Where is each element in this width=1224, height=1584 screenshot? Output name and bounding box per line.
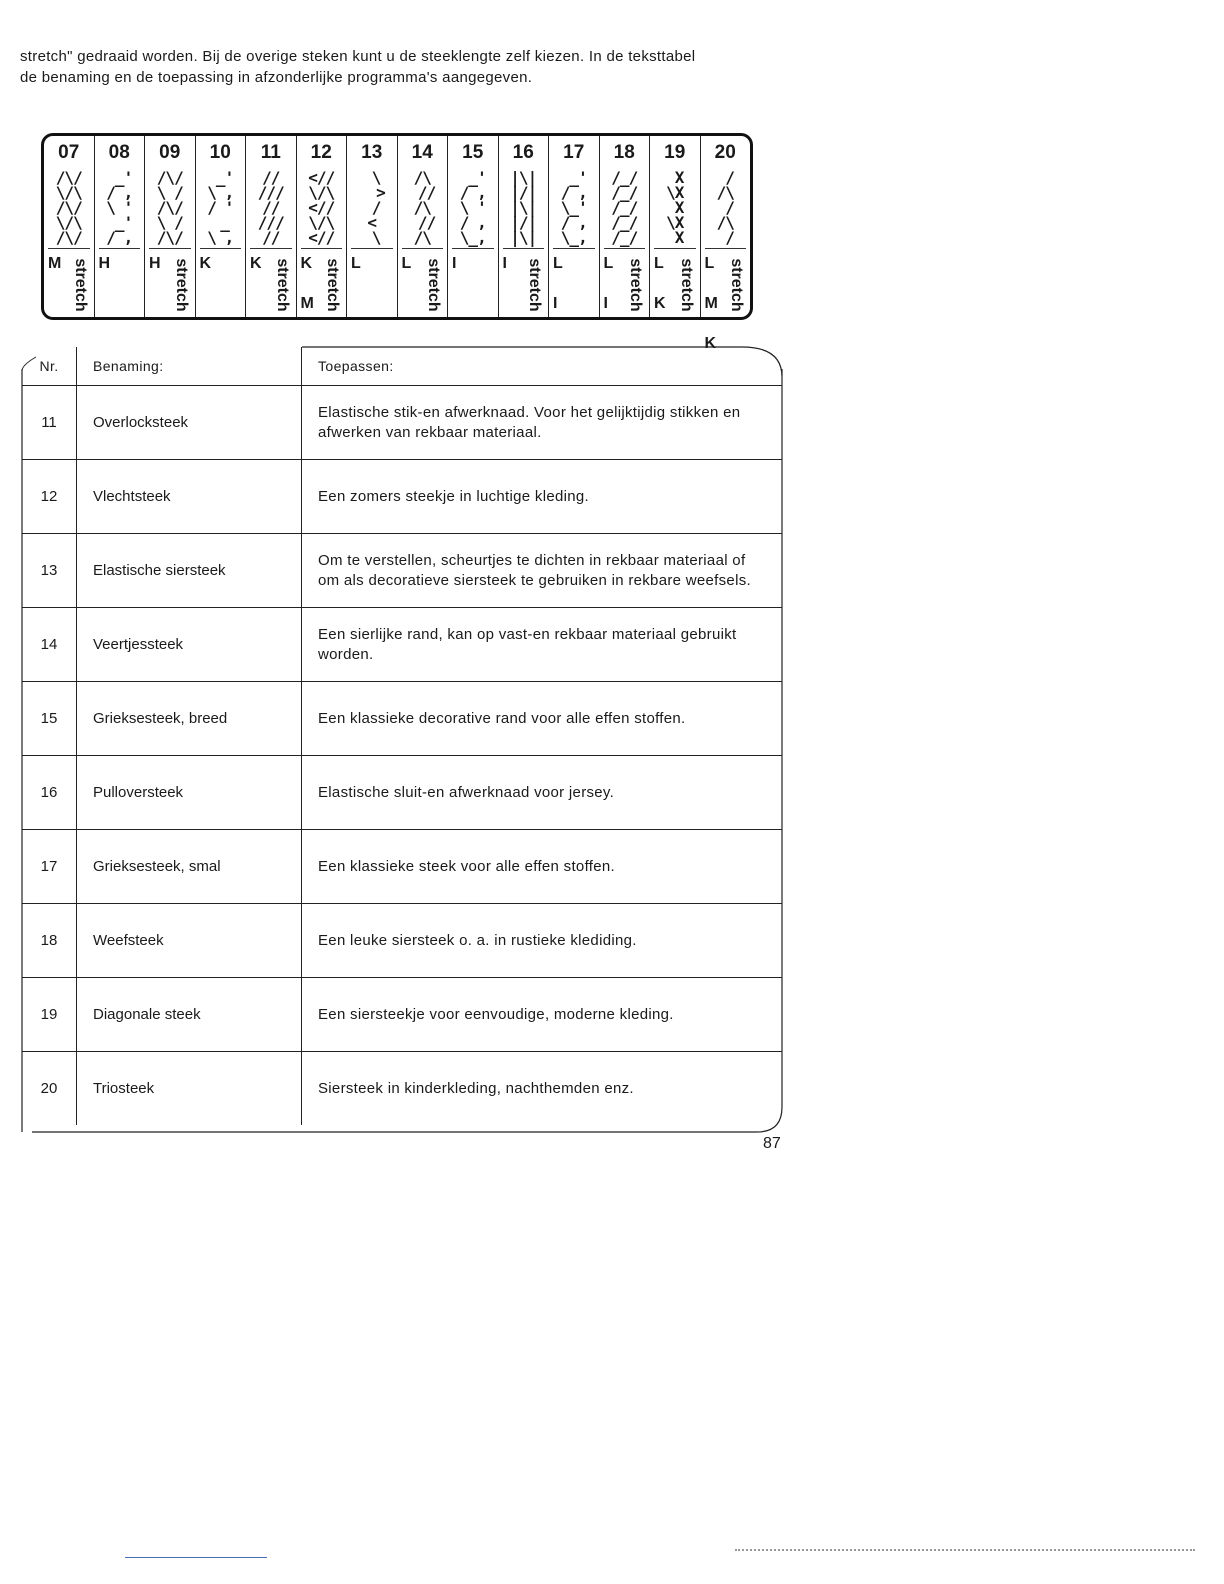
stitch-letters: L I bbox=[553, 255, 563, 312]
stitch-pattern-icon: X \X X \X X bbox=[666, 168, 684, 247]
stitch-number: 10 bbox=[209, 142, 231, 163]
stitch-number: 13 bbox=[361, 142, 383, 163]
stitch-pattern-icon: _' / , \ ' _' / , bbox=[106, 168, 133, 247]
column-divider bbox=[351, 248, 393, 249]
stitch-column bbox=[297, 136, 348, 317]
stretch-label bbox=[272, 252, 292, 318]
stitch-letters: I bbox=[452, 255, 457, 272]
row-nr: 18 bbox=[40, 932, 58, 949]
stretch-text: stretch bbox=[627, 258, 644, 312]
column-divider bbox=[200, 248, 242, 249]
stitch-number: 14 bbox=[411, 142, 433, 163]
stretch-label bbox=[70, 252, 90, 318]
table-row bbox=[22, 385, 782, 459]
column-divider bbox=[301, 248, 343, 249]
stitch-letters: H bbox=[98, 255, 111, 272]
row-nr: 14 bbox=[40, 636, 58, 653]
stretch-label bbox=[726, 252, 746, 318]
bottom-rule bbox=[735, 1549, 1195, 1551]
row-nr: 17 bbox=[40, 858, 58, 875]
column-divider bbox=[99, 248, 141, 249]
column-divider bbox=[604, 248, 646, 249]
stitch-column bbox=[448, 136, 499, 317]
stretch-text: stretch bbox=[172, 258, 190, 312]
stitch-letters: L I bbox=[603, 255, 614, 312]
intro-line-2: de benaming en de toepassing in afzonderlijke programma's aangegeven. bbox=[20, 69, 533, 86]
row-toepassen: Om te verstellen, scheurtjes te dichten in rekbaar materiaal of om als decoratieve siersteek te gebruiken in rekbare weefsels. bbox=[301, 534, 782, 607]
stitch-column bbox=[95, 136, 146, 317]
stitch-column bbox=[549, 136, 600, 317]
stitch-column bbox=[701, 136, 751, 352]
stitch-pattern-icon: \ > / < \ bbox=[367, 168, 385, 247]
stitch-number: 11 bbox=[260, 142, 281, 163]
row-toepassen: Een leuke siersteek o. a. in rustieke klediding. bbox=[301, 904, 782, 977]
stretch-label bbox=[524, 252, 544, 318]
row-nr: 13 bbox=[40, 562, 58, 579]
row-toepassen: Een siersteekje voor eenvoudige, moderne kleding. bbox=[301, 978, 782, 1051]
stitch-pattern-icon: /_/ /_/ /_/ /_/ /_/ bbox=[611, 168, 638, 247]
row-benaming: Elastische siersteek bbox=[76, 534, 301, 607]
stitch-letters: L bbox=[401, 255, 412, 272]
row-toepassen: Elastische stik-en afwerknaad. Voor het gelijktijdig stikken en afwerken van rekbaar materiaal. bbox=[301, 386, 782, 459]
stitch-number: 07 bbox=[58, 142, 80, 163]
column-divider bbox=[452, 248, 494, 249]
stitch-number: 17 bbox=[563, 142, 585, 163]
stretch-label bbox=[171, 252, 191, 318]
stretch-label bbox=[625, 252, 645, 318]
column-divider bbox=[48, 248, 90, 249]
stitch-pattern-icon: /\/ \/\ /\/ \/\ /\/ bbox=[55, 168, 82, 247]
stretch-text: stretch bbox=[728, 258, 745, 312]
stitch-letters: L bbox=[351, 255, 361, 272]
column-divider bbox=[402, 248, 444, 249]
column-divider bbox=[503, 248, 545, 249]
stitch-column bbox=[246, 136, 297, 317]
stitch-pattern-icon: / /\ / /\ / bbox=[716, 168, 734, 247]
column-divider bbox=[553, 248, 595, 249]
stitch-column bbox=[44, 136, 95, 317]
stretch-text: stretch bbox=[273, 258, 291, 312]
stitch-letters: M bbox=[48, 255, 62, 272]
table-row bbox=[22, 977, 782, 1051]
table-row bbox=[22, 681, 782, 755]
row-toepassen: Een klassieke steek voor alle effen stoffen. bbox=[301, 830, 782, 903]
column-divider bbox=[654, 248, 696, 249]
stitch-number: 18 bbox=[613, 142, 635, 163]
row-benaming: Diagonale steek bbox=[76, 978, 301, 1051]
stitch-pattern-icon: /\/ \ / /\/ \ / /\/ bbox=[156, 168, 183, 247]
row-nr: 11 bbox=[41, 414, 57, 431]
column-divider bbox=[705, 248, 747, 249]
table-row bbox=[22, 903, 782, 977]
stitch-column bbox=[145, 136, 196, 317]
table-row bbox=[22, 1051, 782, 1125]
stitch-number: 20 bbox=[714, 142, 736, 163]
table-header bbox=[22, 347, 782, 385]
stitch-letters: K M bbox=[300, 255, 314, 312]
stitch-column bbox=[650, 136, 701, 317]
stitch-number: 09 bbox=[159, 142, 181, 163]
stitch-number: 19 bbox=[664, 142, 686, 163]
row-toepassen: Elastische sluit-en afwerknaad voor jersey. bbox=[301, 756, 782, 829]
row-benaming: Pulloversteek bbox=[76, 756, 301, 829]
stitch-column bbox=[600, 136, 651, 317]
row-nr: 19 bbox=[40, 1006, 58, 1023]
stitch-letters: L M K bbox=[704, 255, 718, 352]
stitch-number: 08 bbox=[108, 142, 130, 163]
table-row bbox=[22, 829, 782, 903]
row-nr: 15 bbox=[40, 710, 58, 727]
header-toepassen: Toepassen: bbox=[301, 347, 782, 385]
stretch-text: stretch bbox=[526, 258, 543, 312]
page-number: 87 bbox=[763, 1135, 781, 1152]
stitch-number: 16 bbox=[512, 142, 534, 163]
stitch-column bbox=[196, 136, 247, 317]
bottom-link-line bbox=[125, 1557, 267, 1558]
stitch-pattern-icon: _' / , \ ' / , \_, bbox=[459, 168, 486, 247]
stitch-column bbox=[347, 136, 398, 317]
stitch-pattern-icon: _' \ , / ' _ \ , bbox=[207, 168, 234, 247]
stitch-pattern-icon: /\ // /\ // /\ bbox=[413, 168, 436, 247]
stretch-label bbox=[676, 252, 696, 318]
table-row bbox=[22, 607, 782, 681]
row-nr: 20 bbox=[40, 1080, 58, 1097]
stretch-label bbox=[423, 252, 443, 318]
intro-line-1: stretch" gedraaid worden. Bij de overige steken kunt u de steeklengte zelf kiezen. In de teksttabel bbox=[20, 48, 696, 65]
row-benaming: Weefsteek bbox=[76, 904, 301, 977]
stitch-letters: I bbox=[502, 255, 507, 272]
stitch-pattern-icon: // /// // /// // bbox=[257, 168, 284, 247]
row-nr: 16 bbox=[40, 784, 58, 801]
stitch-letters: H bbox=[149, 255, 161, 272]
row-toepassen: Een klassieke decorative rand voor alle effen stoffen. bbox=[301, 682, 782, 755]
stretch-text: stretch bbox=[324, 258, 341, 312]
row-toepassen: Een zomers steekje in luchtige kleding. bbox=[301, 460, 782, 533]
stitch-pattern-icon: |\| |/| |\| |/| |\| bbox=[510, 168, 537, 247]
stretch-text: stretch bbox=[425, 258, 442, 312]
column-divider bbox=[250, 248, 292, 249]
stitch-letters: K bbox=[199, 255, 212, 272]
stitch-pattern-icon: <// \/\ <// \/\ <// bbox=[308, 168, 335, 247]
table-row bbox=[22, 533, 782, 607]
stitch-number: 15 bbox=[462, 142, 484, 163]
stitch-letters: L K bbox=[654, 255, 666, 312]
stretch-label bbox=[322, 252, 342, 318]
table-row bbox=[22, 459, 782, 533]
row-benaming: Vlechtsteek bbox=[76, 460, 301, 533]
row-nr: 12 bbox=[40, 488, 58, 505]
stitch-pattern-icon: _' / , \_' / , \_, bbox=[560, 168, 587, 247]
column-divider bbox=[149, 248, 191, 249]
row-benaming: Grieksesteek, smal bbox=[76, 830, 301, 903]
row-benaming: Triosteek bbox=[76, 1052, 301, 1125]
stretch-text: stretch bbox=[71, 258, 89, 312]
stitch-number: 12 bbox=[310, 142, 332, 163]
stitch-chart bbox=[41, 133, 753, 352]
intro-text bbox=[20, 46, 800, 88]
row-benaming: Grieksesteek, breed bbox=[76, 682, 301, 755]
header-benaming: Benaming: bbox=[76, 347, 301, 385]
row-toepassen: Een sierlijke rand, kan op vast-en rekbaar materiaal gebruikt worden. bbox=[301, 608, 782, 681]
stitch-column bbox=[398, 136, 449, 317]
stitch-letters: K bbox=[250, 255, 262, 272]
stretch-text: stretch bbox=[677, 258, 695, 312]
stitch-column bbox=[499, 136, 550, 317]
row-toepassen: Siersteek in kinderkleding, nachthemden enz. bbox=[301, 1052, 782, 1125]
row-benaming: Overlocksteek bbox=[76, 386, 301, 459]
header-nr: Nr. bbox=[39, 358, 59, 374]
table-row bbox=[22, 755, 782, 829]
row-benaming: Veertjessteek bbox=[76, 608, 301, 681]
